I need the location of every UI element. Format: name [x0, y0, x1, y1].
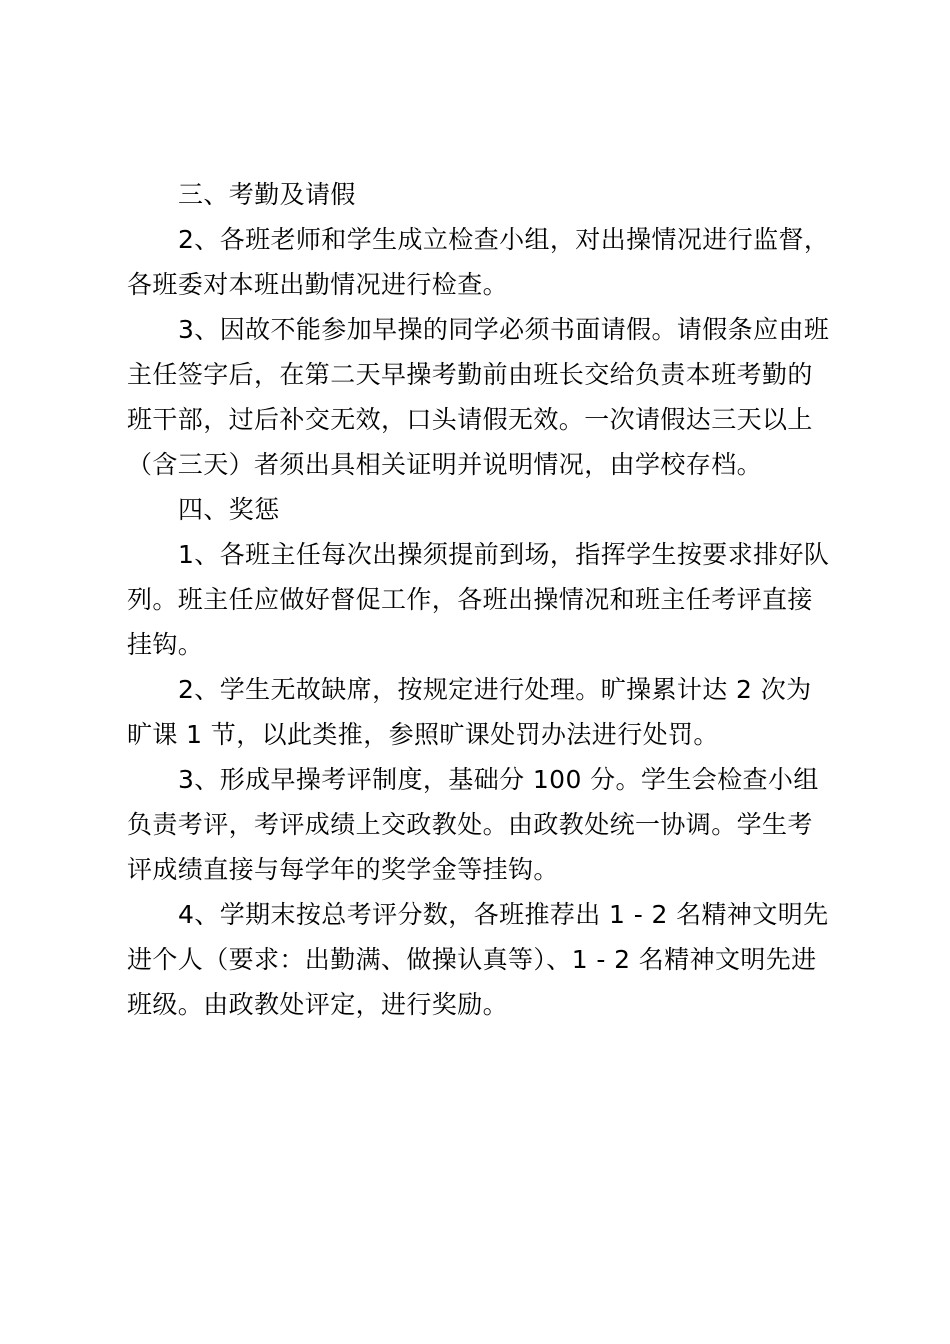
paragraph-line: 1、各班主任每次出操须提前到场，指挥学生按要求排好队 [178, 540, 830, 569]
paragraph-line: 旷课 1 节，以此类推，参照旷课处罚办法进行处罚。 [127, 720, 719, 749]
section-heading-rewards: 四、奖惩 [178, 495, 280, 524]
paragraph-line: 挂钩。 [127, 630, 204, 659]
paragraph-line: 3、形成早操考评制度，基础分 100 分。学生会检查小组 [178, 765, 819, 794]
paragraph-line: 班干部，过后补交无效，口头请假无效。一次请假达三天以上 [127, 405, 813, 434]
paragraph-line: 负责考评，考评成绩上交政教处。由政教处统一协调。学生考 [127, 810, 813, 839]
paragraph-line: 4、学期末按总考评分数，各班推荐出 1 - 2 名精神文明先 [178, 900, 829, 929]
paragraph-line: 班级。由政教处评定，进行奖励。 [127, 990, 509, 1019]
paragraph-line: 2、学生无故缺席，按规定进行处理。旷操累计达 2 次为 [178, 675, 812, 704]
paragraph-line: 3、因故不能参加早操的同学必须书面请假。请假条应由班 [178, 315, 830, 344]
paragraph-line: 主任签字后，在第二天早操考勤前由班长交给负责本班考勤的 [127, 360, 813, 389]
paragraph-line: 进个人（要求：出勤满、做操认真等）、1 - 2 名精神文明先进 [127, 945, 817, 974]
paragraph-line: 各班委对本班出勤情况进行检查。 [127, 270, 509, 299]
paragraph-line: 2、各班老师和学生成立检查小组，对出操情况进行监督， [178, 225, 830, 254]
paragraph-line: 评成绩直接与每学年的奖学金等挂钩。 [127, 855, 559, 884]
section-heading-attendance: 三、考勤及请假 [178, 180, 356, 209]
paragraph-line: 列。班主任应做好督促工作，各班出操情况和班主任考评直接 [127, 585, 813, 614]
paragraph-line: （含三天）者须出具相关证明并说明情况，由学校存档。 [127, 450, 763, 479]
document-body [127, 172, 835, 1027]
